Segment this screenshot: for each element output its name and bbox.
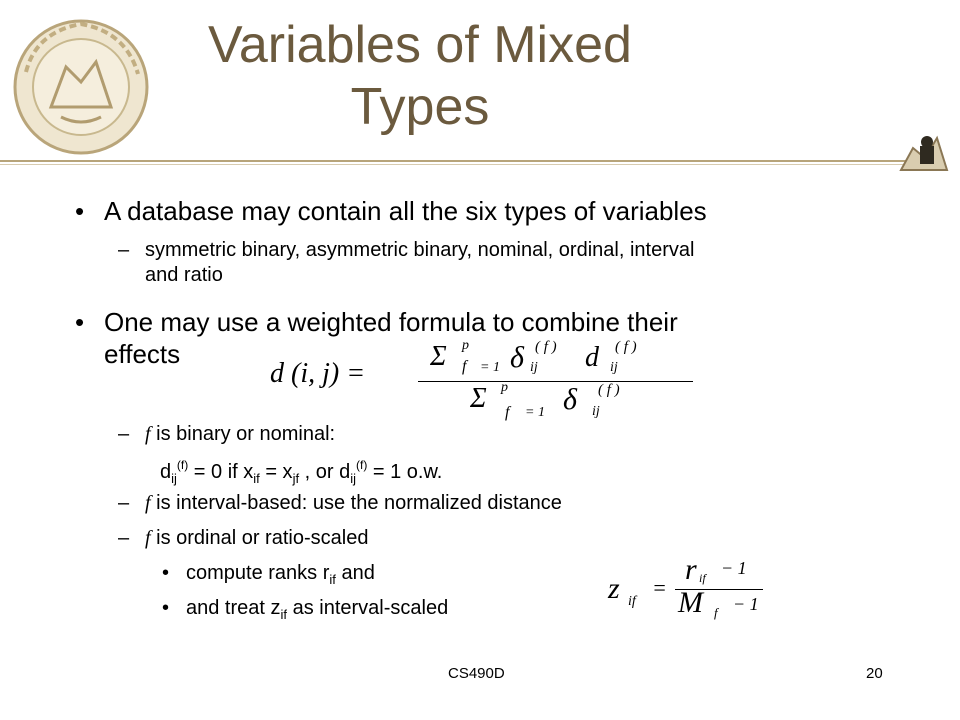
formula-2-eq: = (652, 575, 667, 600)
formula-1-f-bottom: f (505, 404, 510, 421)
formula-1-ij-top-2: ij (610, 360, 618, 375)
dash-3-line (145, 527, 368, 550)
bullet-dot: • (75, 307, 85, 337)
dash: – (118, 492, 130, 514)
formula-1-d-top: d (585, 342, 599, 373)
dash: – (118, 239, 130, 261)
sub-1-line-1: symmetric binary, asymmetric binary, nominal, ordinal, interval (145, 239, 695, 261)
sub-1-line-2: and ratio (145, 264, 223, 286)
formula-2-M: M (678, 586, 703, 619)
formula-1-sum-bottom: Σ (470, 383, 487, 414)
dash-2-line (145, 492, 562, 515)
bullet-dot: • (75, 196, 85, 226)
formula-1-p-bottom: p (501, 380, 508, 395)
title-line-2: Types (350, 78, 490, 136)
dash-1-text: is binary or nominal: (156, 423, 336, 445)
binary-distance-line: $d_{ij}^{(f)} = 0$ if $x_{if} = x_{jf}$ , or $d_{ij}^{(f)} = 1$ o.w. (160, 458, 443, 486)
bullet-1-text: A database may contain all the six types of variables (104, 196, 707, 226)
formula-1-f-sup-top-2: ( f ) (615, 339, 637, 355)
footer-page-number: 20 (866, 665, 883, 682)
formula-2-top-minus1: − 1 (721, 558, 747, 578)
dot-1-text: compute ranks $r_{if}$ and (186, 562, 375, 587)
slide-title (150, 14, 690, 138)
formula-2-z: z (608, 572, 620, 605)
formula-1-fraction-bar (418, 381, 693, 382)
formula-1-f-sup-top: ( f ) (535, 339, 557, 355)
formula-1-delta-top: δ (510, 341, 524, 374)
formula-1-p-top: p (462, 338, 469, 353)
dash: – (118, 423, 130, 445)
variable-f: f (145, 423, 151, 445)
formula-1-eq-top: = 1 (480, 360, 500, 375)
formula-1-ij-bottom: ij (592, 404, 600, 419)
bullet-2-line-2: effects (104, 339, 181, 369)
formula-2-bottom-minus1: − 1 (733, 594, 759, 614)
variable-f: f (145, 492, 151, 514)
dash: – (118, 527, 130, 549)
purdue-emblem-icon (895, 130, 953, 178)
formula-2-f-sub: f (714, 605, 718, 620)
title-divider (0, 160, 910, 162)
title-line-1: Variables of Mixed (208, 16, 632, 74)
formula-1-ij-top: ij (530, 360, 538, 375)
dot-bullet: • (162, 562, 170, 584)
formula-1-sum-top: Σ (430, 341, 447, 372)
formula-2-z-sub: if (628, 594, 636, 609)
formula-1-eq-bottom: = 1 (525, 405, 545, 420)
bullet-2-line-1: One may use a weighted formula to combine their (104, 307, 678, 337)
dash-2-text: is interval-based: use the normalized distance (156, 492, 562, 514)
formula-1-delta-bottom: δ (563, 383, 577, 416)
formula-2-r: r (685, 553, 697, 586)
title-divider-shadow (0, 164, 910, 165)
purdue-seal-logo (6, 12, 156, 162)
formula-2-r-sub: if (699, 571, 706, 585)
dash-3-text: is ordinal or ratio-scaled (156, 527, 369, 549)
dot-bullet: • (162, 597, 170, 619)
footer-course: CS490D (448, 665, 505, 682)
variable-f: f (145, 527, 151, 549)
dot-2-text: and treat $z_{if}$ as interval-scaled (186, 597, 449, 622)
formula-1-f-top: f (462, 358, 467, 375)
formula-1-lhs: d (i, j) = (270, 358, 366, 389)
formula-1-f-sup-bottom: ( f ) (598, 382, 620, 398)
dash-1-line (145, 423, 335, 446)
